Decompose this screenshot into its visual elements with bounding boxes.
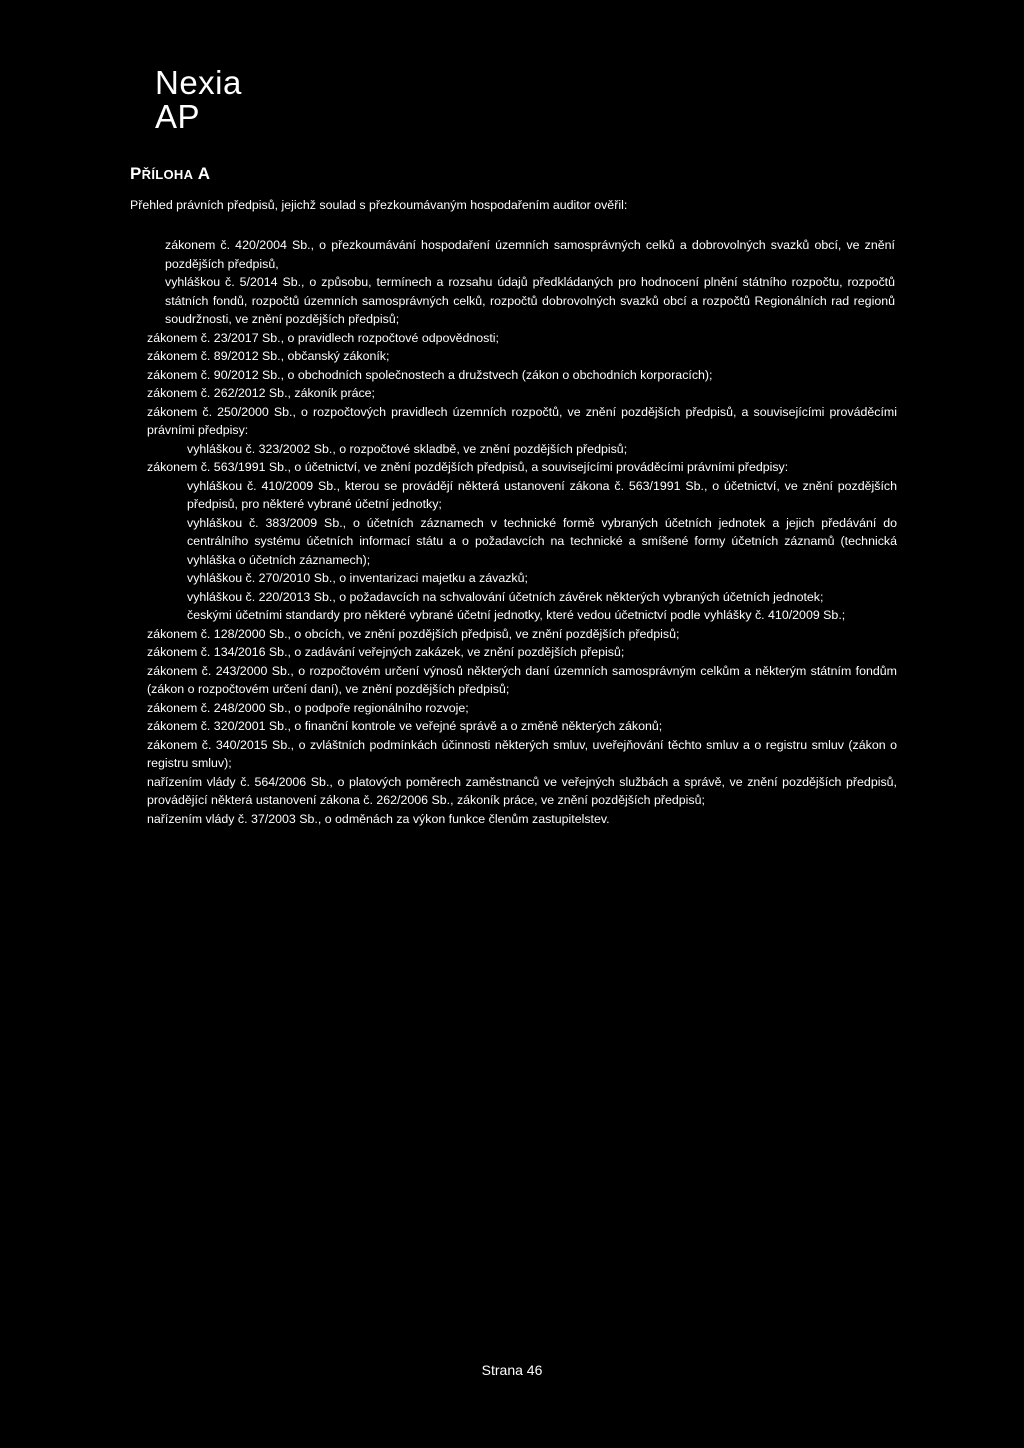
page-number: Strana 46	[481, 1362, 543, 1378]
list-item: zákonem č. 248/2000 Sb., o podpoře regionálního rozvoje;	[147, 700, 469, 715]
list-item: zákonem č. 420/2004 Sb., o přezkoumávání hospodaření územních samosprávných celků a dobrovolných svazků obcí, ve znění pozdějších předpisů,	[165, 238, 895, 271]
list-item: českými účetními standardy pro některé vybrané účetní jednotky, které vedou účetnictví podle vyhlášky č. 410/2009 Sb.;	[187, 608, 846, 622]
list-item: vyhláškou č. 5/2014 Sb., o způsobu, termínech a rozsahu údajů předkládaných pro hodnocení plnění státního rozpočtu, rozpočtů státních fondů, rozpočtů územních samosprávných celků, rozpočtů dobrovolných svazků obcí a rozpočtů Regionálních rad regionů soudržnosti, ve znění pozdějších předpisů;	[165, 275, 895, 326]
list-item: zákonem č. 134/2016 Sb., o zadávání veřejných zakázek, ve znění pozdějších přepisů;	[147, 645, 625, 659]
logo-line-1: Nexia	[155, 64, 242, 101]
list-item: nařízením vlády č. 564/2006 Sb., o platových poměrech zaměstnanců ve veřejných službách a správě, ve znění pozdějších předpisů, provádějící některá ustanovení zákona č. 262/2006 Sb., zákoník práce, ve znění pozdějších předpisů;	[147, 774, 897, 807]
intro-text: Přehled právních předpisů, jejichž soulad s přezkoumávaným hospodařením auditor ověřil:	[130, 198, 628, 212]
list-item: zákonem č. 340/2015 Sb., o zvláštních podmínkách účinnosti některých smluv, uveřejňování těchto smluv a o registru smluv (zákon o registru smluv);	[147, 737, 897, 770]
list-item: zákonem č. 250/2000 Sb., o rozpočtových pravidlech územních rozpočtů, ve znění pozdějších předpisů, a souvisejícími prováděcími právními předpisy:	[147, 404, 897, 437]
regulations-list	[0, 236, 1024, 828]
list-item: nařízením vlády č. 37/2003 Sb., o odměnách za výkon funkce členům zastupitelstev.	[147, 811, 610, 826]
list-item: zákonem č. 128/2000 Sb., o obcích, ve znění pozdějších předpisů, ve znění pozdějších předpisů;	[147, 626, 680, 641]
logo-line-2: AP	[155, 98, 201, 135]
list-item: vyhláškou č. 383/2009 Sb., o účetních záznamech v technické formě vybraných účetních jednotek a jejich předávání do centrálního systému účetních informací státu a o požadavcích na technické a smíšené formy účetních záznamů (technická vyhláška o účetních záznamech);	[187, 515, 897, 567]
appendix-heading: PŘÍLOHA A	[130, 164, 211, 183]
list-item: vyhláškou č. 410/2009 Sb., kterou se provádějí některá ustanovení zákona č. 563/1991 Sb., o účetnictví, ve znění pozdějších předpisů, pro některé vybrané účetní jednotky;	[187, 478, 897, 511]
list-item: zákonem č. 89/2012 Sb., občanský zákoník;	[147, 349, 390, 363]
list-item: vyhláškou č. 270/2010 Sb., o inventarizaci majetku a závazků;	[187, 571, 528, 585]
list-item: zákonem č. 90/2012 Sb., o obchodních společnostech a družstvech (zákon o obchodních korporacích);	[147, 367, 713, 382]
company-logo	[155, 66, 242, 134]
list-item: zákonem č. 262/2012 Sb., zákoník práce;	[147, 386, 375, 400]
list-item: zákonem č. 23/2017 Sb., o pravidlech rozpočtové odpovědnosti;	[147, 330, 499, 345]
list-item: zákonem č. 243/2000 Sb., o rozpočtovém určení výnosů některých daní územních samosprávným celkům a některým státním fondům (zákon o rozpočtovém určení daní), ve znění pozdějších předpisů;	[147, 663, 897, 696]
list-item: zákonem č. 563/1991 Sb., o účetnictví, ve znění pozdějších předpisů, a souvisejícími prováděcími právními předpisy:	[147, 460, 789, 474]
list-item: zákonem č. 320/2001 Sb., o finanční kontrole ve veřejné správě a o změně některých zákonů;	[147, 719, 663, 733]
list-item: vyhláškou č. 323/2002 Sb., o rozpočtové skladbě, ve znění pozdějších předpisů;	[187, 441, 628, 456]
list-item: vyhláškou č. 220/2013 Sb., o požadavcích na schvalování účetních závěrek některých vybraných účetních jednotek;	[187, 589, 824, 604]
